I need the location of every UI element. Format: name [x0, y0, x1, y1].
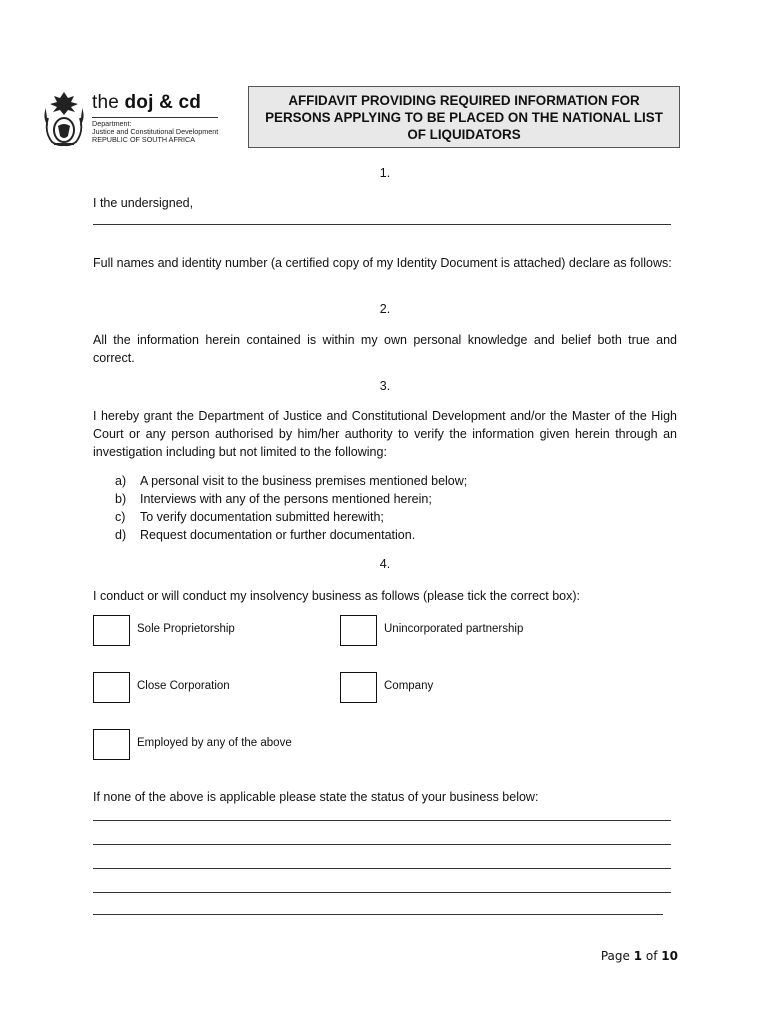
- close-corporation-checkbox[interactable]: [93, 672, 130, 703]
- section-number-1: 1.: [379, 166, 391, 180]
- employed-label: Employed by any of the above: [137, 737, 292, 749]
- option-unincorporated-partnership: [340, 615, 600, 647]
- list-item: a) A personal visit to the business premises mentioned below;: [115, 474, 468, 488]
- sole-proprietorship-checkbox[interactable]: [93, 615, 130, 646]
- section-number-2: 2.: [379, 302, 391, 316]
- company-label: Company: [384, 680, 434, 692]
- business-status-line[interactable]: [93, 844, 671, 845]
- list-item: c) To verify documentation submitted herewith;: [115, 510, 384, 524]
- option-company: [340, 672, 540, 704]
- business-status-line[interactable]: [93, 892, 671, 893]
- undersigned-text: I the undersigned,: [93, 196, 194, 210]
- authorisation-statement: I hereby grant the Department of Justice and Constitutional Development and/or the Master of the High Court or any person authorised by him/her authority to verify the information given herein through an investigation including but not limited to the following:: [93, 409, 677, 459]
- document-title-box: [248, 86, 680, 148]
- list-item: d) Request documentation or further documentation.: [115, 528, 416, 542]
- full-names-instruction: Full names and identity number (a certified copy of my Identity Document is attached) declare as follows:: [93, 256, 672, 270]
- full-names-line[interactable]: [93, 224, 671, 225]
- business-status-instruction: If none of the above is applicable please state the status of your business below:: [93, 790, 539, 804]
- company-checkbox[interactable]: [340, 672, 377, 703]
- business-conduct-instruction: I conduct or will conduct my insolvency business as follows (please tick the correct box):: [93, 589, 581, 603]
- department-text: Department: Justice and Constitutional Development REPUBLIC OF SOUTH AFRICA: [92, 119, 219, 144]
- coat-of-arms-icon: [40, 88, 88, 148]
- unincorporated-partnership-checkbox[interactable]: [340, 615, 377, 646]
- business-status-line[interactable]: [93, 868, 671, 869]
- unincorporated-partnership-label: Unincorporated partnership: [384, 623, 524, 635]
- close-corporation-label: Close Corporation: [137, 680, 230, 692]
- knowledge-statement: All the information herein contained is within my own personal knowledge and belief both true and correct.: [93, 333, 677, 365]
- brand-name: the doj & cd: [92, 92, 202, 113]
- option-sole-proprietorship: [93, 615, 313, 647]
- employed-checkbox[interactable]: [93, 729, 130, 760]
- option-close-corporation: [93, 672, 313, 704]
- document-title: AFFIDAVIT PROVIDING REQUIRED INFORMATION FOR PERSONS APPLYING TO BE PLACED ON THE NATIONAL LIST OF LIQUIDATORS: [265, 92, 663, 142]
- sole-proprietorship-label: Sole Proprietorship: [137, 623, 235, 635]
- section-number-4: 4.: [379, 557, 391, 571]
- verification-list: [115, 472, 467, 544]
- logo-divider: [92, 117, 218, 118]
- business-status-line[interactable]: [93, 820, 671, 821]
- section-number-3: 3.: [379, 379, 391, 393]
- option-employed: [93, 729, 353, 761]
- list-item: b) Interviews with any of the persons mentioned herein;: [115, 492, 432, 506]
- business-status-line[interactable]: [93, 914, 663, 915]
- page-number: Page 1 of 10: [600, 949, 678, 963]
- doj-logo: [40, 88, 230, 150]
